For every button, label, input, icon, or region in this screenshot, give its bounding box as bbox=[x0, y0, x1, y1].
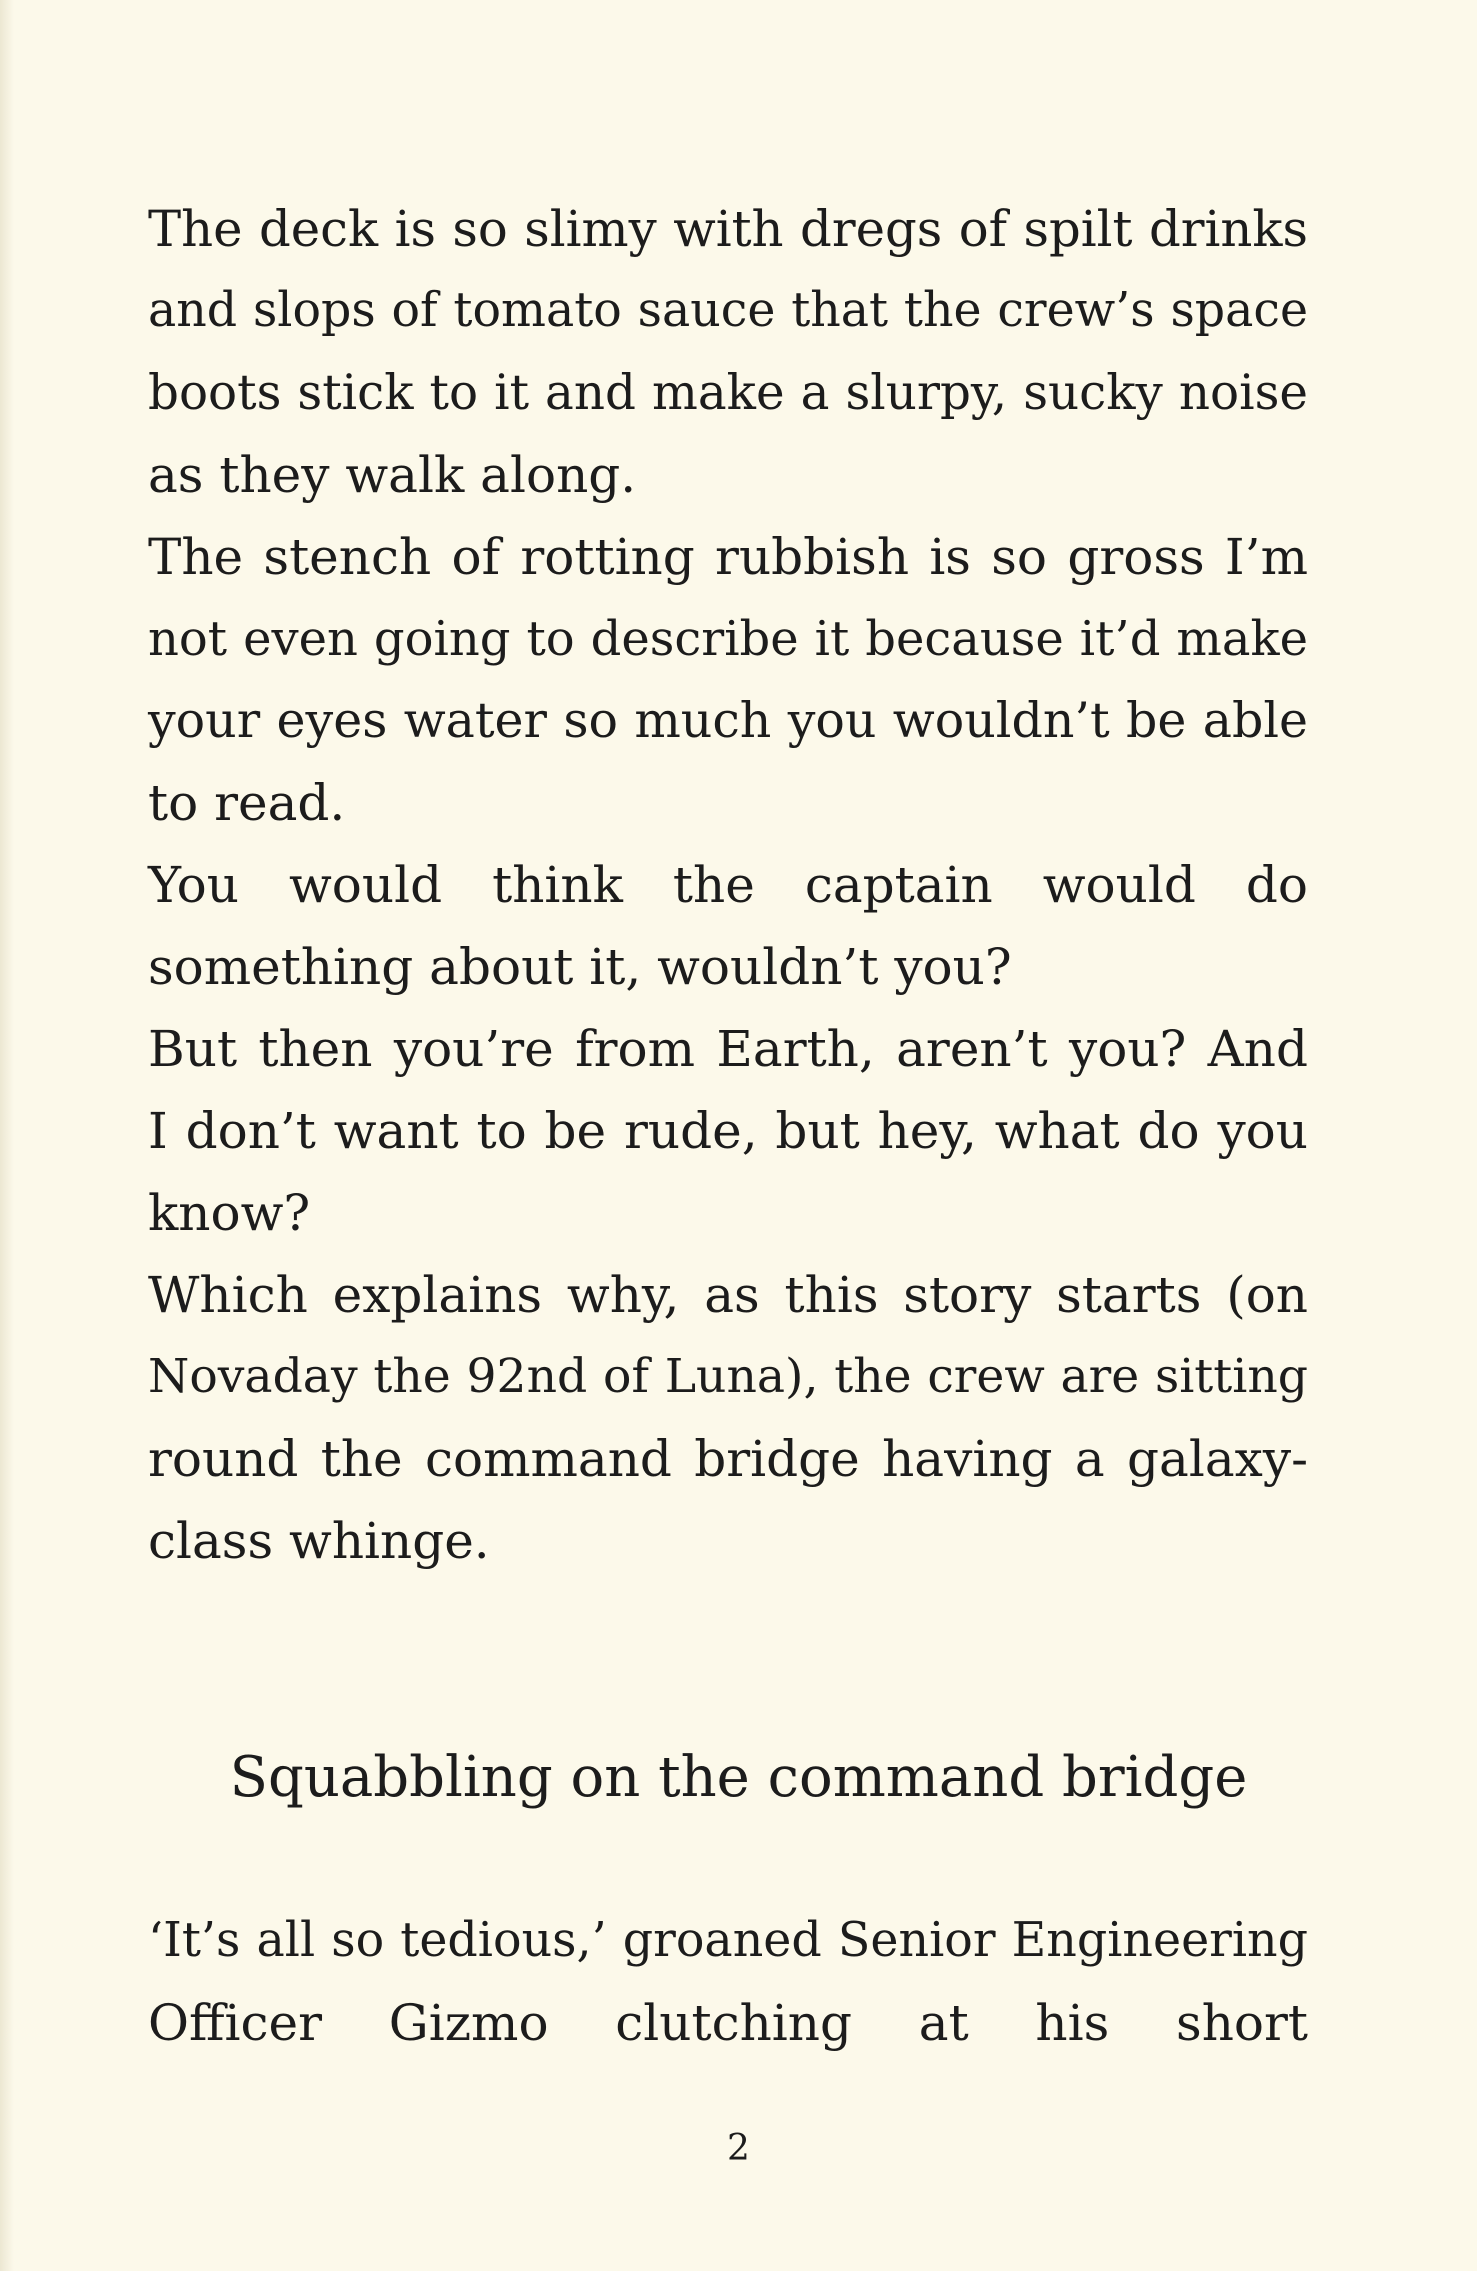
text-line: But then you’re from Earth, aren’t you? And bbox=[148, 1020, 1308, 1078]
section-heading: Squabbling on the command bridge bbox=[229, 1745, 1248, 1810]
text-line: round the command bridge having a galaxy- bbox=[148, 1430, 1308, 1488]
text-line: I don’t want to be rude, but hey, what do you bbox=[148, 1102, 1308, 1160]
text-line: and slops of tomato sauce that the crew’s space bbox=[148, 283, 1308, 338]
text-line: not even going to describe it because it’d make bbox=[148, 611, 1308, 667]
paragraph-6 bbox=[148, 1900, 1308, 2064]
text-line: know? bbox=[148, 1184, 311, 1242]
text-line: Which explains why, as this story starts (on bbox=[148, 1266, 1308, 1324]
paragraph-1 bbox=[148, 188, 1308, 516]
body-text-top bbox=[148, 188, 1308, 1582]
text-line: ‘It’s all so tedious,’ groaned Senior Engineering bbox=[148, 1913, 1308, 1968]
text-line: You would think the captain would do bbox=[148, 856, 1308, 914]
text-line: to read. bbox=[148, 774, 346, 832]
paragraph-4 bbox=[148, 1008, 1308, 1254]
text-line: something about it, wouldn’t you? bbox=[148, 938, 1012, 996]
paragraph-5 bbox=[148, 1254, 1308, 1582]
page-edge-shadow bbox=[0, 0, 14, 2271]
text-line: Officer Gizmo clutching at his short bbox=[148, 1994, 1308, 2052]
text-line: boots stick to it and make a slurpy, sucky noise bbox=[148, 365, 1308, 421]
text-line: your eyes water so much you wouldn’t be able bbox=[148, 692, 1308, 749]
paragraph-2 bbox=[148, 516, 1308, 844]
text-line: Novaday the 92nd of Luna), the crew are sitting bbox=[148, 1349, 1308, 1404]
text-line: class whinge. bbox=[148, 1512, 490, 1570]
body-text-bottom bbox=[148, 1900, 1308, 2064]
text-line: The deck is so slimy with dregs of spilt drinks bbox=[148, 200, 1308, 258]
paragraph-3 bbox=[148, 844, 1308, 1008]
text-line: The stench of rotting rubbish is so gross I’m bbox=[148, 528, 1308, 586]
page-number: 2 bbox=[727, 2128, 750, 2169]
text-line: as they walk along. bbox=[148, 446, 637, 504]
